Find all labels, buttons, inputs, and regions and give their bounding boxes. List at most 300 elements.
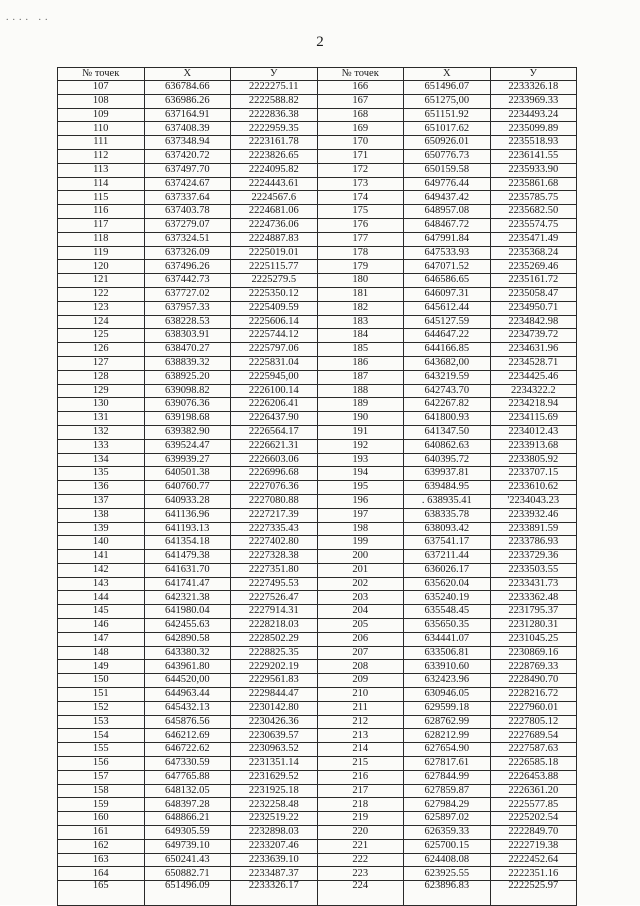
cell-x-left: 639524.47: [144, 439, 231, 453]
cell-y-left: 2224887.83: [231, 232, 318, 246]
cell-point-no-right: 193: [317, 453, 404, 467]
cell-x-left: 637164.91: [144, 108, 231, 122]
cell-x-left: 637408.39: [144, 122, 231, 136]
cell-x-left: 649739.10: [144, 839, 231, 853]
cell-point-no-right: 179: [317, 260, 404, 274]
cell-point-no-left: 153: [58, 715, 145, 729]
cell-point-no-left: 161: [58, 826, 145, 840]
cell-y-left: 2225831.04: [231, 356, 318, 370]
cell-y-left: 2231629.52: [231, 770, 318, 784]
cell-y-right: 2231045.25: [490, 632, 577, 646]
table-row: [58, 136, 577, 150]
cell-x-right: 642267.82: [404, 398, 491, 412]
cell-point-no-left: 155: [58, 743, 145, 757]
cell-y-left: 2228825.35: [231, 646, 318, 660]
cell-y-right: 2234528.71: [490, 356, 577, 370]
cell-x-right: 635620.04: [404, 577, 491, 591]
cell-x-right: 651275,00: [404, 94, 491, 108]
cell-y-right: 2234115.69: [490, 412, 577, 426]
cell-x-left: 649305.59: [144, 826, 231, 840]
cell-y-left: 2229844.47: [231, 688, 318, 702]
cell-point-no-left: 139: [58, 522, 145, 536]
table-row: [58, 163, 577, 177]
cell-point-no-left: 110: [58, 122, 145, 136]
cell-point-no-left: 123: [58, 301, 145, 315]
cell-point-no-right: 199: [317, 536, 404, 550]
cell-y-right: 2233729.36: [490, 550, 577, 564]
table-row: [58, 508, 577, 522]
cell-y-right: 2222452.64: [490, 853, 577, 867]
cell-x-left: 640760.77: [144, 481, 231, 495]
cell-y-left: 2225350.12: [231, 287, 318, 301]
cell-x-left: 638470.27: [144, 343, 231, 357]
table-row: [58, 536, 577, 550]
cell-point-no-right: 191: [317, 425, 404, 439]
cell-x-left: 637420.72: [144, 149, 231, 163]
cell-x-right: 641800.93: [404, 412, 491, 426]
cell-point-no-right: 166: [317, 81, 404, 95]
cell-point-no-left: 124: [58, 315, 145, 329]
table-row: [58, 743, 577, 757]
cell-point-no-right: 211: [317, 701, 404, 715]
cell-point-no-right: 195: [317, 481, 404, 495]
cell-point-no-right: 198: [317, 522, 404, 536]
cell-point-no-right: 196: [317, 494, 404, 508]
cell-y-left: 2226437.90: [231, 412, 318, 426]
cell-y-left: 2227914.31: [231, 605, 318, 619]
cell-point-no-left: 135: [58, 467, 145, 481]
cell-x-right: 647533.93: [404, 246, 491, 260]
cell-point-no-right: 181: [317, 287, 404, 301]
cell-x-right: 632423.96: [404, 674, 491, 688]
cell-point-no-right: 202: [317, 577, 404, 591]
table-row: [58, 315, 577, 329]
cell-x-right: 649437.42: [404, 191, 491, 205]
cell-x-right: 633910.60: [404, 660, 491, 674]
scan-specks: .... ..: [6, 12, 52, 23]
cell-y-left: 2222275.11: [231, 81, 318, 95]
cell-x-left: 641980.04: [144, 605, 231, 619]
cell-y-left: 2226564.17: [231, 425, 318, 439]
cell-x-right: 625700.15: [404, 839, 491, 853]
cell-point-no-right: 204: [317, 605, 404, 619]
cell-x-right: 643219.59: [404, 370, 491, 384]
cell-y-right: 2228490.70: [490, 674, 577, 688]
cell-y-right: 2233610.62: [490, 481, 577, 495]
cell-point-no-left: 133: [58, 439, 145, 453]
cell-y-left: 2224567.6: [231, 191, 318, 205]
cell-x-right: 650926.01: [404, 136, 491, 150]
cell-x-right: 644166.85: [404, 343, 491, 357]
cell-x-left: 639098.82: [144, 384, 231, 398]
cell-x-right: 626359.33: [404, 826, 491, 840]
table-row: [58, 439, 577, 453]
cell-point-no-right: 171: [317, 149, 404, 163]
cell-point-no-left: 132: [58, 425, 145, 439]
cell-y-right: 2235574.75: [490, 218, 577, 232]
table-row: [58, 425, 577, 439]
table-row: [58, 812, 577, 826]
cell-point-no-left: 159: [58, 798, 145, 812]
cell-point-no-left: 118: [58, 232, 145, 246]
cell-x-left: 645432.13: [144, 701, 231, 715]
cell-point-no-right: 168: [317, 108, 404, 122]
cell-y-right: 2235058.47: [490, 287, 577, 301]
cell-x-left: 637326.09: [144, 246, 231, 260]
cell-y-right: 2230869.16: [490, 646, 577, 660]
cell-x-left: 646722.62: [144, 743, 231, 757]
cell-y-right: 2227689.54: [490, 729, 577, 743]
cell-y-right: 2225202.54: [490, 812, 577, 826]
table-row: [58, 453, 577, 467]
cell-point-no-left: 163: [58, 853, 145, 867]
cell-point-no-right: 169: [317, 122, 404, 136]
cell-y-left: 2226621.31: [231, 439, 318, 453]
cell-x-left: 637442.73: [144, 274, 231, 288]
cell-y-right: 2235785.75: [490, 191, 577, 205]
cell-y-left: 2233326.17: [231, 881, 318, 906]
cell-x-right: 651496.07: [404, 81, 491, 95]
cell-x-left: 643380.32: [144, 646, 231, 660]
cell-x-right: . 638935.41: [404, 494, 491, 508]
cell-point-no-right: 215: [317, 757, 404, 771]
table-row: [58, 563, 577, 577]
cell-x-right: 627844.99: [404, 770, 491, 784]
cell-x-left: 642321.38: [144, 591, 231, 605]
cell-x-right: 644647.22: [404, 329, 491, 343]
cell-y-right: 2235099.89: [490, 122, 577, 136]
cell-point-no-right: 189: [317, 398, 404, 412]
cell-point-no-left: 122: [58, 287, 145, 301]
cell-y-left: 2224681.06: [231, 205, 318, 219]
cell-x-right: 640395.72: [404, 453, 491, 467]
cell-y-right: 2235682.50: [490, 205, 577, 219]
cell-x-right: 651151.92: [404, 108, 491, 122]
cell-x-right: 635650.35: [404, 619, 491, 633]
table-row: [58, 853, 577, 867]
cell-y-left: 2232258.48: [231, 798, 318, 812]
cell-point-no-right: 178: [317, 246, 404, 260]
table-row: [58, 287, 577, 301]
cell-y-left: 2233487.37: [231, 867, 318, 881]
cell-y-right: 2231280.31: [490, 619, 577, 633]
table-row: [58, 715, 577, 729]
table-row: [58, 108, 577, 122]
cell-point-no-right: 216: [317, 770, 404, 784]
table-row: [58, 467, 577, 481]
cell-y-right: 2222849.70: [490, 826, 577, 840]
cell-x-right: 624408.08: [404, 853, 491, 867]
cell-point-no-left: 160: [58, 812, 145, 826]
cell-x-left: 644520,00: [144, 674, 231, 688]
cell-y-left: 2230639.57: [231, 729, 318, 743]
cell-y-left: 2224095.82: [231, 163, 318, 177]
cell-point-no-right: 188: [317, 384, 404, 398]
cell-x-right: 646586.65: [404, 274, 491, 288]
cell-x-left: 648132.05: [144, 784, 231, 798]
cell-y-left: 2227217.39: [231, 508, 318, 522]
cell-y-left: 2230426.36: [231, 715, 318, 729]
cell-point-no-left: 121: [58, 274, 145, 288]
table-row: [58, 839, 577, 853]
cell-x-left: 638228.53: [144, 315, 231, 329]
cell-y-left: 2225945,00: [231, 370, 318, 384]
cell-x-left: 640933.28: [144, 494, 231, 508]
cell-point-no-right: 182: [317, 301, 404, 315]
cell-x-left: 639382.90: [144, 425, 231, 439]
table-row: [58, 246, 577, 260]
table-row: [58, 826, 577, 840]
cell-y-left: 2225744.12: [231, 329, 318, 343]
table-row: [58, 688, 577, 702]
cell-y-right: 2234631.96: [490, 343, 577, 357]
cell-y-left: 2226603.06: [231, 453, 318, 467]
header-x-left: X: [144, 68, 231, 81]
table-row: [58, 522, 577, 536]
cell-y-right: 2235518.93: [490, 136, 577, 150]
table-row: [58, 784, 577, 798]
table-row: [58, 867, 577, 881]
cell-point-no-left: 146: [58, 619, 145, 633]
cell-point-no-right: 175: [317, 205, 404, 219]
cell-y-right: 2234493.24: [490, 108, 577, 122]
cell-point-no-left: 126: [58, 343, 145, 357]
cell-y-right: 2222719.38: [490, 839, 577, 853]
table-row: [58, 301, 577, 315]
cell-point-no-left: 149: [58, 660, 145, 674]
cell-x-left: 647330.59: [144, 757, 231, 771]
cell-point-no-right: 192: [317, 439, 404, 453]
table-row: [58, 481, 577, 495]
cell-point-no-right: 177: [317, 232, 404, 246]
cell-y-left: 2227526.47: [231, 591, 318, 605]
cell-y-left: 2225115.77: [231, 260, 318, 274]
cell-x-left: 641354.18: [144, 536, 231, 550]
cell-y-right: 2233932.46: [490, 508, 577, 522]
cell-x-left: 639198.68: [144, 412, 231, 426]
cell-x-left: 637957.33: [144, 301, 231, 315]
cell-x-left: 644963.44: [144, 688, 231, 702]
cell-point-no-right: 206: [317, 632, 404, 646]
cell-x-right: 647991.84: [404, 232, 491, 246]
cell-y-right: 2233891.59: [490, 522, 577, 536]
cell-point-no-left: 136: [58, 481, 145, 495]
header-x-right: X: [404, 68, 491, 81]
cell-point-no-right: 223: [317, 867, 404, 881]
cell-point-no-left: 113: [58, 163, 145, 177]
cell-point-no-left: 134: [58, 453, 145, 467]
cell-x-left: 639939.27: [144, 453, 231, 467]
cell-y-right: 2222351.16: [490, 867, 577, 881]
cell-x-right: 636026.17: [404, 563, 491, 577]
cell-x-left: 641193.13: [144, 522, 231, 536]
cell-point-no-right: 217: [317, 784, 404, 798]
cell-x-left: 642890.58: [144, 632, 231, 646]
cell-x-right: 651017.62: [404, 122, 491, 136]
cell-x-right: 649776.44: [404, 177, 491, 191]
cell-point-no-left: 157: [58, 770, 145, 784]
cell-point-no-left: 131: [58, 412, 145, 426]
cell-x-right: 637541.17: [404, 536, 491, 550]
cell-y-left: 2230142.80: [231, 701, 318, 715]
cell-point-no-left: 130: [58, 398, 145, 412]
cell-point-no-left: 137: [58, 494, 145, 508]
cell-y-right: '2234043.23: [490, 494, 577, 508]
cell-point-no-right: 173: [317, 177, 404, 191]
cell-y-left: 2225409.59: [231, 301, 318, 315]
cell-x-left: 647765.88: [144, 770, 231, 784]
table-row: [58, 370, 577, 384]
cell-y-right: 2233431.73: [490, 577, 577, 591]
cell-point-no-right: 224: [317, 881, 404, 906]
cell-y-left: 2222959.35: [231, 122, 318, 136]
cell-point-no-right: 212: [317, 715, 404, 729]
cell-x-left: 637727.02: [144, 287, 231, 301]
cell-y-right: 2236141.55: [490, 149, 577, 163]
cell-y-right: 2234322.2: [490, 384, 577, 398]
cell-point-no-right: 208: [317, 660, 404, 674]
cell-x-right: 646097.31: [404, 287, 491, 301]
cell-point-no-right: 210: [317, 688, 404, 702]
cell-x-left: 642455.63: [144, 619, 231, 633]
cell-y-left: 2230963.52: [231, 743, 318, 757]
cell-point-no-right: 209: [317, 674, 404, 688]
cell-x-left: 651496.09: [144, 881, 231, 906]
cell-y-left: 2227080.88: [231, 494, 318, 508]
table-row: [58, 260, 577, 274]
cell-x-left: 641631.70: [144, 563, 231, 577]
cell-x-right: 637211.44: [404, 550, 491, 564]
table-row: [58, 274, 577, 288]
cell-point-no-left: 108: [58, 94, 145, 108]
cell-x-right: 650159.58: [404, 163, 491, 177]
cell-y-left: 2227351.80: [231, 563, 318, 577]
cell-y-left: 2227076.36: [231, 481, 318, 495]
cell-point-no-right: 183: [317, 315, 404, 329]
table-row: [58, 329, 577, 343]
cell-point-no-right: 220: [317, 826, 404, 840]
cell-point-no-left: 156: [58, 757, 145, 771]
cell-x-right: 645612.44: [404, 301, 491, 315]
cell-x-left: 639076.36: [144, 398, 231, 412]
cell-x-right: 628212.99: [404, 729, 491, 743]
table-row: [58, 605, 577, 619]
cell-y-left: 2223826.65: [231, 149, 318, 163]
table-row: [58, 701, 577, 715]
table-row: [58, 729, 577, 743]
cell-point-no-left: 143: [58, 577, 145, 591]
cell-x-right: 642743.70: [404, 384, 491, 398]
cell-point-no-left: 120: [58, 260, 145, 274]
cell-y-right: 2234012.43: [490, 425, 577, 439]
cell-point-no-right: 203: [317, 591, 404, 605]
cell-y-left: 2229561.83: [231, 674, 318, 688]
cell-point-no-left: 115: [58, 191, 145, 205]
table-body: [58, 81, 577, 906]
cell-point-no-right: 194: [317, 467, 404, 481]
cell-x-right: 629599.18: [404, 701, 491, 715]
cell-x-left: 640501.38: [144, 467, 231, 481]
cell-x-left: 636784.66: [144, 81, 231, 95]
cell-y-right: 2235368.24: [490, 246, 577, 260]
cell-y-right: 2227587.63: [490, 743, 577, 757]
cell-point-no-left: 116: [58, 205, 145, 219]
table-row: [58, 550, 577, 564]
cell-x-left: 638303.91: [144, 329, 231, 343]
cell-y-left: 2224443.61: [231, 177, 318, 191]
cell-point-no-right: 174: [317, 191, 404, 205]
cell-x-left: 637279.07: [144, 218, 231, 232]
cell-point-no-right: 167: [317, 94, 404, 108]
cell-x-right: 639484.95: [404, 481, 491, 495]
cell-y-left: 2226206.41: [231, 398, 318, 412]
cell-point-no-left: 144: [58, 591, 145, 605]
cell-x-right: 648467.72: [404, 218, 491, 232]
cell-point-no-left: 107: [58, 81, 145, 95]
cell-x-right: 647071.52: [404, 260, 491, 274]
cell-y-right: 2225577.85: [490, 798, 577, 812]
cell-point-no-left: 162: [58, 839, 145, 853]
cell-y-left: 2227495.53: [231, 577, 318, 591]
cell-point-no-left: 142: [58, 563, 145, 577]
cell-x-right: 645127.59: [404, 315, 491, 329]
cell-point-no-left: 117: [58, 218, 145, 232]
cell-y-right: 2226585.18: [490, 757, 577, 771]
cell-x-left: 637497.70: [144, 163, 231, 177]
cell-y-right: 2235161.72: [490, 274, 577, 288]
table-row: [58, 149, 577, 163]
cell-y-right: 2234739.72: [490, 329, 577, 343]
table-row: [58, 343, 577, 357]
cell-point-no-left: 148: [58, 646, 145, 660]
cell-point-no-right: 176: [317, 218, 404, 232]
cell-y-left: 2228218.03: [231, 619, 318, 633]
cell-point-no-right: 172: [317, 163, 404, 177]
cell-y-right: 2233326.18: [490, 81, 577, 95]
cell-y-left: 2229202.19: [231, 660, 318, 674]
cell-x-left: 643961.80: [144, 660, 231, 674]
table-row: [58, 191, 577, 205]
table-row: [58, 94, 577, 108]
cell-point-no-right: 218: [317, 798, 404, 812]
cell-x-left: 636986.26: [144, 94, 231, 108]
cell-y-right: 2235269.46: [490, 260, 577, 274]
cell-y-left: 2227328.38: [231, 550, 318, 564]
cell-point-no-left: 141: [58, 550, 145, 564]
cell-point-no-right: 185: [317, 343, 404, 357]
table-row: [58, 770, 577, 784]
cell-point-no-left: 128: [58, 370, 145, 384]
table-row: [58, 660, 577, 674]
cell-y-right: 2228216.72: [490, 688, 577, 702]
cell-x-right: 641347.50: [404, 425, 491, 439]
cell-x-right: 650776.73: [404, 149, 491, 163]
cell-point-no-left: 154: [58, 729, 145, 743]
cell-y-left: 2232519.22: [231, 812, 318, 826]
cell-point-no-left: 112: [58, 149, 145, 163]
cell-x-right: 627817.61: [404, 757, 491, 771]
table-row: [58, 674, 577, 688]
table-row: [58, 412, 577, 426]
cell-y-right: 2235861.68: [490, 177, 577, 191]
cell-y-left: 2226100.14: [231, 384, 318, 398]
cell-point-no-right: 180: [317, 274, 404, 288]
cell-y-left: 2231925.18: [231, 784, 318, 798]
header-y-right: У: [490, 68, 577, 81]
table-row: [58, 646, 577, 660]
cell-y-left: 2227402.80: [231, 536, 318, 550]
cell-point-no-left: 164: [58, 867, 145, 881]
